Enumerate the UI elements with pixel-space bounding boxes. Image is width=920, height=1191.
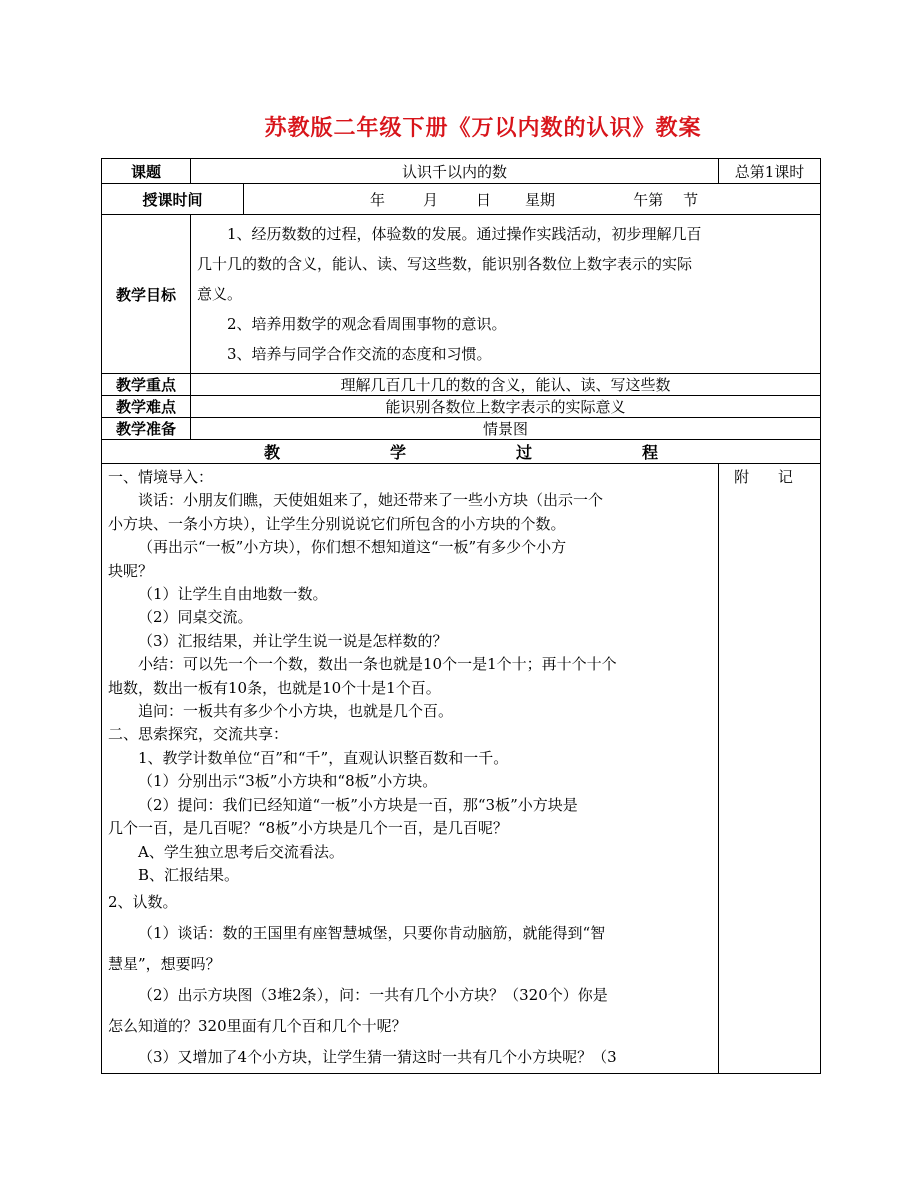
process-line: （2）同桌交流。: [138, 608, 253, 627]
process-line: （1）谈话：数的王国里有座智慧城堡，只要你肯动脑筋，就能得到“智: [138, 924, 606, 943]
process-line: 一、情境导入：: [108, 468, 214, 486]
goal-line: 1、经历数数的过程，体验数的发展。通过操作实践活动，初步理解几百: [227, 225, 702, 243]
time-day: 日: [476, 190, 492, 209]
process-line: A、学生独立思考后交流看法。: [138, 842, 344, 861]
note-column: 附 记: [719, 464, 821, 1074]
process-line: （2）提问：我们已经知道“一板”小方块是一百，那“3板”小方块是: [138, 795, 578, 814]
process-line: 块呢？: [108, 561, 154, 580]
key-point-value: 理解几百几十几的数的含义，能认、读、写这些数: [191, 374, 821, 396]
goal-line: 意义。: [197, 285, 243, 303]
preparation-label: 教学准备: [102, 418, 191, 440]
difficulty-value: 能识别各数位上数字表示的实际意义: [191, 396, 821, 418]
time-month: 月: [423, 190, 439, 209]
process-content: [102, 464, 719, 1074]
process-line: 二、思索探究，交流共享：: [108, 725, 289, 744]
total-lesson-count: 总第1课时: [719, 159, 821, 184]
process-line: B、汇报结果。: [138, 865, 240, 884]
time-period: 午第: [633, 190, 664, 209]
goal-line: 2、培养用数学的观念看周围事物的意识。: [227, 315, 507, 333]
preparation-value: 情景图: [191, 418, 821, 440]
lesson-plan-table: [101, 158, 821, 1074]
time-schedule: [244, 184, 821, 215]
process-line: （2）出示方块图（3堆2条），问：一共有几个小方块？（320个）你是: [138, 986, 608, 1005]
difficulty-label: 教学难点: [102, 396, 191, 418]
process-line: （1）让学生自由地数一数。: [138, 585, 328, 604]
process-line: （1）分别出示“3板”小方块和“8板”小方块。: [138, 772, 438, 791]
time-weekday: 星期: [525, 190, 556, 209]
goals-content: [191, 215, 821, 374]
process-line: 地数，数出一板有10条，也就是10个十是1个百。: [108, 678, 441, 697]
document-title: 苏教版二年级下册《万以内数的认识》教案: [264, 116, 702, 141]
process-line: 怎么知道的？320里面有几个百和几个十呢？: [108, 1017, 407, 1036]
process-line: 慧星”，想要吗？: [108, 955, 221, 974]
process-heading: 教 学 过 程: [102, 440, 821, 464]
goal-line: 3、培养与同学合作交流的态度和习惯。: [227, 345, 492, 363]
process-line: 追问：一板共有多少个小方块，也就是几个百。: [138, 702, 454, 721]
process-line: 几个一百，是几百呢？“8板”小方块是几个一百，是几百呢？: [108, 819, 508, 838]
process-line: （再出示“一板”小方块），你们想不想知道这“一板”有多少个小方: [138, 538, 567, 557]
goal-line: 几十几的数的含义，能认、读、写这些数，能识别各数位上数字表示的实际: [197, 255, 693, 273]
process-line: 小结：可以先一个一个数，数出一条也就是10个一是1个十；再十个十个: [138, 655, 617, 674]
process-line: （3）又增加了4个小方块，让学生猜一猜这时一共有几个小方块呢？（3: [138, 1048, 617, 1067]
process-line: 1、教学计数单位“百”和“千”，直观认识整百数和一千。: [138, 748, 509, 767]
goals-label: 教学目标: [102, 215, 191, 374]
process-line: 小方块、一条小方块），让学生分别说说它们所包含的小方块的个数。: [108, 514, 566, 533]
time-label: 授课时间: [102, 184, 244, 215]
process-line: （3）汇报结果，并让学生说一说是怎样数的？: [138, 631, 448, 650]
topic-label: 课题: [102, 159, 191, 184]
process-line: 2、认数。: [108, 893, 178, 912]
time-year: 年: [370, 190, 386, 209]
time-section: 节: [683, 190, 699, 209]
process-line: 谈话：小朋友们瞧，天使姐姐来了，她还带来了一些小方块（出示一个: [138, 491, 604, 510]
key-point-label: 教学重点: [102, 374, 191, 396]
topic-value: 认识千以内的数: [191, 159, 719, 184]
